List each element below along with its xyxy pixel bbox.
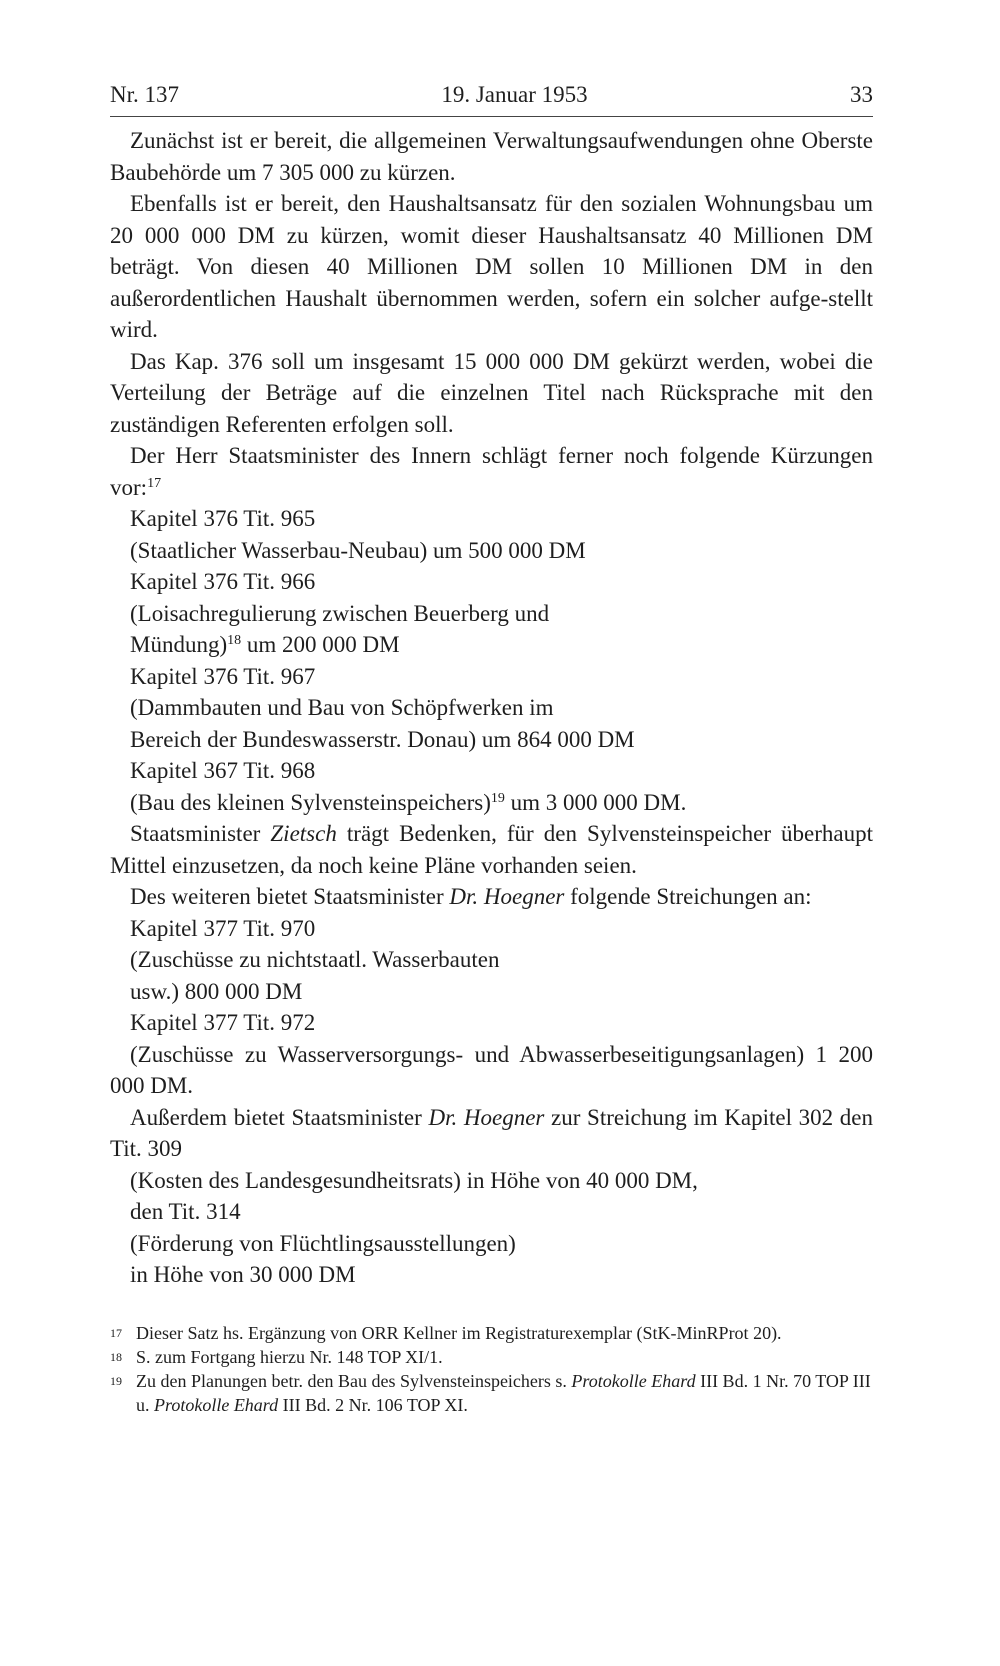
list-line: Kapitel 376 Tit. 967 [130,663,316,689]
list-line: Kapitel 367 Tit. 968 [130,758,316,783]
footnote-ref: 18 [227,633,242,648]
body-text [110,125,873,1291]
list-line: in Höhe von 30 000 DM [130,1262,356,1287]
document-number: Nr. 137 [110,82,179,107]
person-name: Dr. Hoegner [449,884,565,909]
paragraph-text: zur Streichung im Kapitel 302 den Tit. 309 [110,1104,873,1161]
page [110,82,873,1417]
footnote-ref: 17 [147,475,162,491]
footnote-number: 19 [110,1373,122,1388]
list-line: (Dammbauten und Bau von Schöpfwerken im [130,695,554,720]
list-line: usw.) 800 000 DM [130,978,303,1004]
person-name: Dr. Hoegner [428,1104,545,1130]
footnote-segment: III Bd. 2 Nr. 106 TOP XI. [278,1394,468,1415]
paragraph-text: Außerdem bietet Staatsminister [130,1104,429,1130]
footnote [110,1321,873,1345]
paragraph [110,818,873,881]
paragraph [110,1102,873,1165]
list-line: Kapitel 377 Tit. 970 [130,915,316,941]
footnote-segment: Zu den Planungen betr. den Bau des Sylvensteinspeichers s. [136,1370,572,1391]
paragraph-text: Der Herr Staatsminister des Innern schlägt ferner noch folgende Kürzungen vor: [110,443,873,500]
footnote [110,1369,873,1417]
paragraph-text: folgende Streichungen an: [564,884,812,909]
header-date: 19. Januar 1953 [441,82,588,107]
page-number: 33 [850,82,873,107]
list-line: (Kosten des Landesgesundheitsrats) in Höhe von 40 000 DM, [130,1167,698,1193]
running-header [110,82,873,117]
list-line [110,629,873,661]
footnote-number: 17 [110,1325,122,1340]
list-line: Kapitel 377 Tit. 972 [130,1010,316,1035]
citation-title: Protokolle Ehard [571,1370,696,1391]
list-line: Bereich der Bundeswasserstr. Donau) um 864 000 DM [130,726,635,752]
footnote-text: Dieser Satz hs. Ergänzung von ORR Kellner im Registraturexemplar (StK-MinRProt 20). [136,1322,782,1343]
citation-title: Protokolle Ehard [154,1394,279,1415]
paragraph: Zunächst ist er bereit, die allgemeinen Verwaltungsaufwendungen ohne Oberste Baubehörde um 7 305 000 zu kürzen. [110,128,873,185]
list-text: (Bau des kleinen Sylvensteinspeichers) [130,789,491,815]
paragraph-text: Des weiteren bietet Staatsminister [130,884,450,909]
footnote-text: S. zum Fortgang hierzu Nr. 148 TOP XI/1. [136,1346,443,1367]
list-text: Mündung) [130,632,228,657]
list-line: (Förderung von Flüchtlingsausstellungen) [130,1230,516,1256]
footnote-number: 18 [110,1349,122,1364]
footnote [110,1345,873,1369]
list-line: Kapitel 376 Tit. 965 [130,506,316,531]
list-text: um 200 000 DM [241,632,400,657]
footnote-ref: 19 [490,790,505,806]
list-line: (Staatlicher Wasserbau-Neubau) um 500 000 DM [130,537,586,563]
list-line: (Loisachregulierung zwischen Beuerberg und [130,600,550,626]
person-name: Zietsch [270,821,337,846]
footnote-segment: III Bd. 1 Nr. 70 TOP III u. [136,1370,871,1415]
paragraph: (Zuschüsse zu Wasserversorgungs- und Abwasserbeseitigungsanlagen) 1 200 000 DM. [110,1041,873,1098]
list-line [110,787,873,819]
paragraph [110,440,873,503]
list-line: den Tit. 314 [130,1199,241,1224]
list-line: (Zuschüsse zu nichtstaatl. Wasserbauten [130,947,500,972]
footnote-text [136,1369,873,1417]
paragraph: Das Kap. 376 soll um insgesamt 15 000 000 DM gekürzt werden, wobei die Verteilung der Beträge auf die einzelnen Titel nach Rücksprache mit den zuständigen Referenten erfolgen soll. [110,348,873,437]
footnotes [110,1321,873,1417]
paragraph: Ebenfalls ist er bereit, den Haushaltsansatz für den sozialen Wohnungsbau um 20 000 000 DM zu kürzen, womit dieser Haushaltsansatz 40 Millionen DM beträgt. Von diesen 40 Millionen DM sollen 10 Millionen DM in den außerordentlichen Haushalt übernommen werden, sofern ein solcher aufge-stellt wird. [110,191,873,342]
paragraph-text: trägt Bedenken, für den Sylvensteinspeicher überhaupt Mittel einzusetzen, da noch keine Pläne vorhanden seien. [110,821,874,878]
list-text: um 3 000 000 DM. [504,789,687,815]
paragraph [110,881,873,913]
list-line: Kapitel 376 Tit. 966 [130,569,316,594]
paragraph-text: Staatsminister [130,821,271,846]
